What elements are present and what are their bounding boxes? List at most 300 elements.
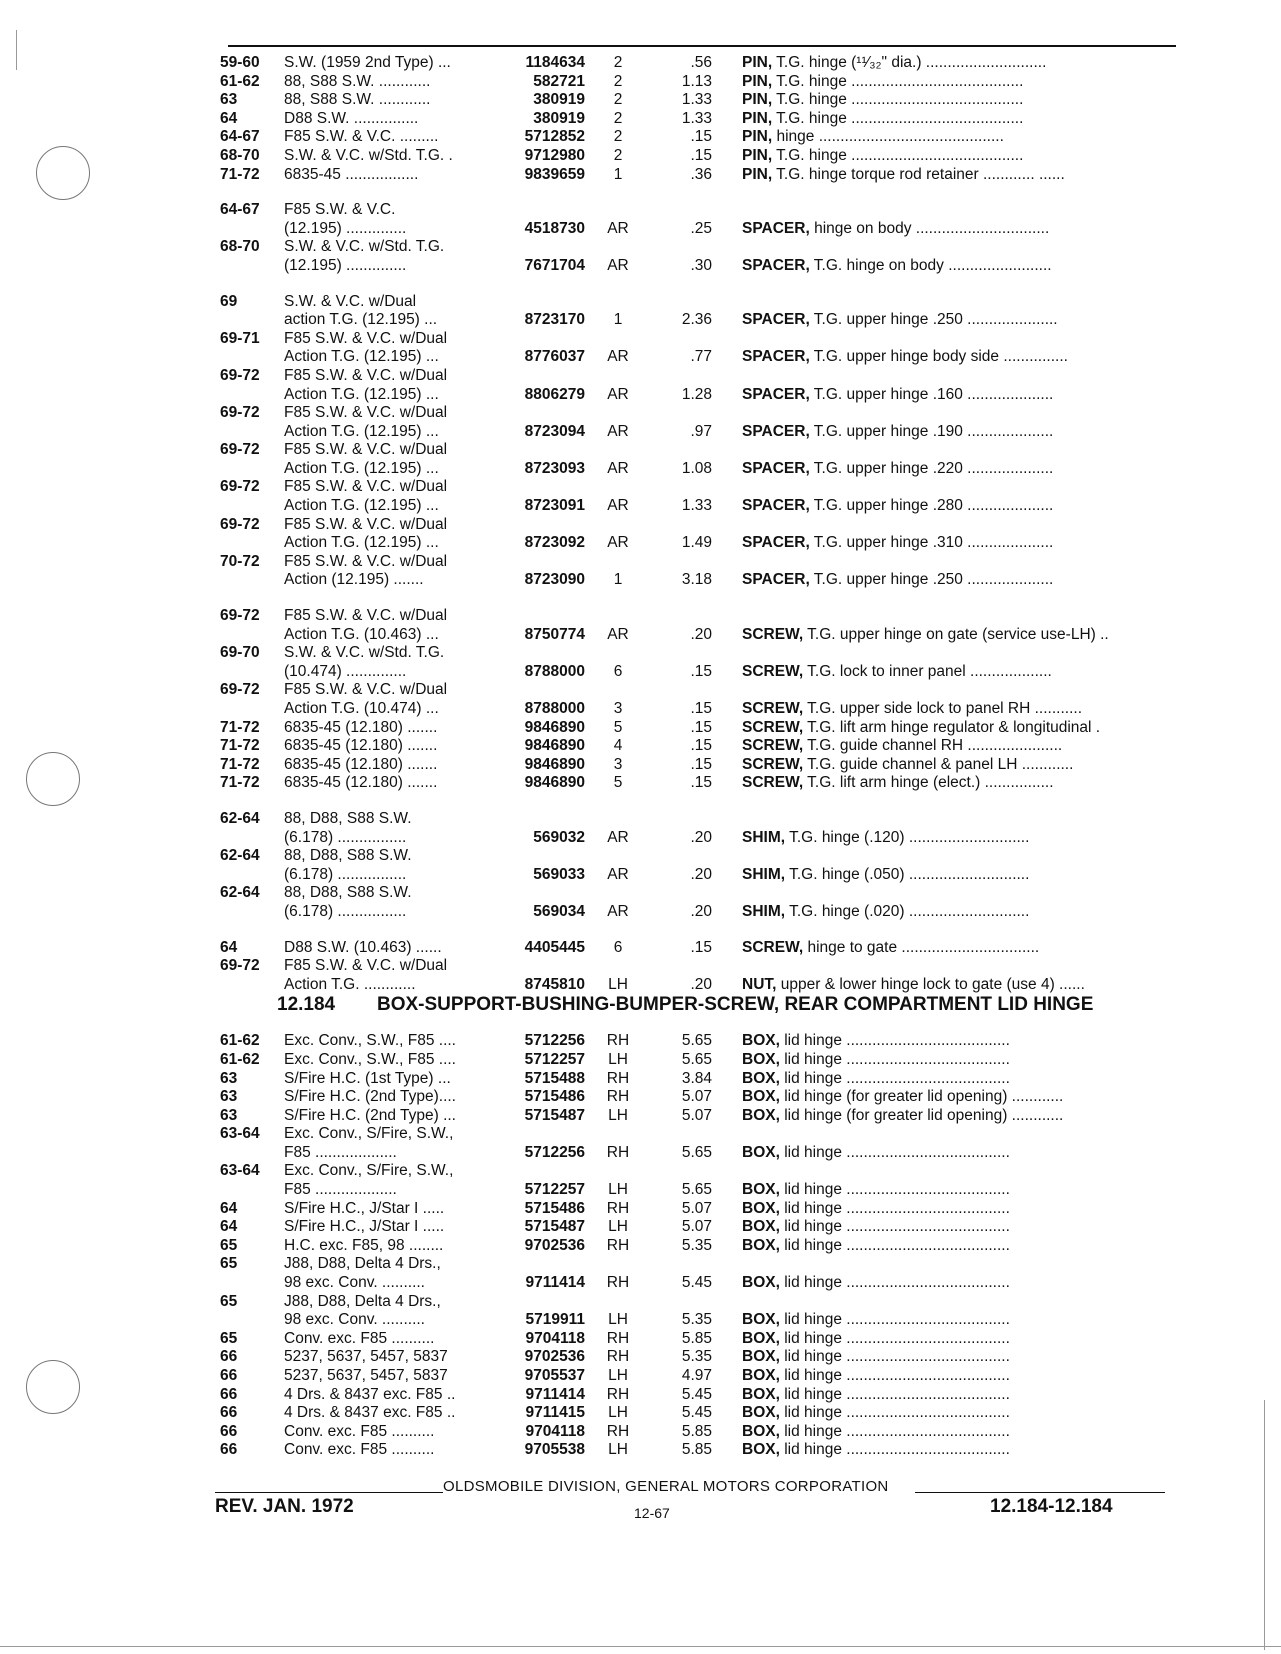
item-name: PIN,: [742, 54, 773, 71]
description-cell: [742, 110, 1180, 129]
item-name: BOX,: [742, 1181, 780, 1199]
table-row: [220, 553, 1180, 572]
item-name: PIN,: [742, 146, 773, 164]
item-name: SPACER,: [742, 219, 810, 237]
part-number-cell: 8776037: [524, 348, 585, 366]
item-detail: lid hinge ......................................: [779, 1143, 1010, 1161]
quantity-cell: RH: [606, 1199, 630, 1217]
year-cell: 71-72: [220, 718, 260, 736]
top-rule: [228, 45, 1176, 47]
table-row: [220, 1386, 1180, 1405]
year-cell: 70-72: [220, 552, 260, 570]
price-cell: .56: [690, 54, 712, 71]
description-cell: [742, 1051, 1180, 1070]
table-row: [220, 330, 1180, 349]
description-cell: [742, 311, 1180, 330]
model-cell: S.W. & V.C. w/Std. T.G.: [284, 238, 445, 256]
part-number-cell: 9704118: [525, 1329, 585, 1347]
item-detail: T.G. lift arm hinge regulator & longitudinal .: [803, 718, 1101, 736]
model-cell: action T.G. (12.195) ...: [284, 311, 438, 329]
table-row: [220, 386, 1180, 405]
year-cell: 69-70: [220, 644, 260, 662]
quantity-cell: LH: [608, 1050, 628, 1068]
model-cell: Action T.G. (10.463) ...: [284, 625, 439, 643]
item-name: SCREW,: [742, 718, 804, 736]
item-name: BOX,: [742, 1236, 780, 1254]
model-cell: S/Fire H.C. (2nd Type) ...: [284, 1106, 456, 1124]
item-name: SPACER,: [742, 534, 810, 552]
table-row: [220, 1181, 1180, 1200]
table-row: [220, 1274, 1180, 1293]
model-cell: 6835-45 (12.180) .......: [284, 755, 438, 773]
table-row: [220, 719, 1180, 738]
item-detail: T.G. upper hinge .310 ....................: [809, 534, 1054, 552]
model-cell: S.W. (1959 2nd Type) ...: [284, 54, 451, 71]
item-name: PIN,: [742, 165, 773, 183]
item-name: PIN,: [742, 128, 773, 146]
part-number-cell: 582721: [533, 72, 585, 90]
year-cell: 66: [220, 1385, 238, 1403]
part-number-cell: 569034: [533, 902, 585, 920]
footer-corporation: OLDSMOBILE DIVISION, GENERAL MOTORS CORPORATION: [443, 1478, 889, 1495]
item-name: BOX,: [742, 1106, 780, 1124]
item-detail: T.G. hinge torque rod retainer ............ ......: [772, 165, 1065, 183]
price-cell: 5.45: [681, 1404, 712, 1422]
table-row: [220, 220, 1180, 239]
table-row: [220, 884, 1180, 903]
item-name: SCREW,: [742, 737, 804, 755]
part-number-cell: 5715488: [524, 1069, 585, 1087]
description-cell: [742, 1237, 1180, 1256]
item-name: PIN,: [742, 109, 773, 127]
model-cell: J88, D88, Delta 4 Drs.,: [284, 1292, 441, 1310]
description-cell: [742, 423, 1180, 442]
model-cell: Action T.G. (12.195) ...: [284, 497, 439, 515]
table-row: [220, 866, 1180, 885]
footer-page-number: 12-67: [634, 1505, 670, 1521]
price-cell: 1.08: [681, 459, 712, 477]
description-cell: [742, 1330, 1180, 1349]
model-cell: F85 S.W. & V.C.: [284, 201, 396, 219]
part-number-cell: 5712852: [524, 128, 585, 146]
table-row: [220, 976, 1180, 995]
table-row: [220, 166, 1180, 185]
model-cell: S/Fire H.C. (1st Type) ...: [284, 1069, 451, 1087]
year-cell: 62-64: [220, 884, 260, 902]
price-cell: .20: [690, 902, 712, 920]
description-cell: [742, 460, 1180, 479]
item-detail: T.G. upper hinge on gate (service use-LH) ..: [803, 625, 1109, 643]
table-row: [220, 110, 1180, 129]
table-row: [220, 756, 1180, 775]
part-number-cell: 8723090: [524, 571, 585, 589]
item-detail: lid hinge ......................................: [779, 1385, 1010, 1403]
description-cell: [742, 829, 1180, 848]
table-row: [220, 1367, 1180, 1386]
price-cell: 3.84: [681, 1069, 712, 1087]
margin-mark: [16, 30, 17, 70]
year-cell: 69-72: [220, 957, 260, 975]
item-name: BOX,: [742, 1348, 780, 1366]
item-name: SCREW,: [742, 774, 804, 792]
price-cell: 5.07: [681, 1199, 712, 1217]
item-detail: hinge to gate ................................: [803, 938, 1040, 956]
year-cell: 69: [220, 292, 238, 310]
price-cell: 5.85: [681, 1329, 712, 1347]
item-detail: lid hinge ......................................: [779, 1236, 1010, 1254]
item-detail: lid hinge (for greater lid opening) ............: [779, 1088, 1064, 1106]
table-row: [220, 91, 1180, 110]
year-cell: 71-72: [220, 737, 260, 755]
description-cell: [742, 1367, 1180, 1386]
table-row: [220, 1107, 1180, 1126]
description-cell: [742, 571, 1180, 590]
year-cell: 71-72: [220, 165, 260, 183]
table-row: [220, 348, 1180, 367]
item-name: SCREW,: [742, 700, 804, 717]
model-cell: (12.195) ..............: [284, 256, 407, 274]
quantity-cell: AR: [607, 348, 629, 366]
footer-rule-left: [215, 1492, 443, 1493]
item-detail: T.G. upper side lock to panel RH ...........: [803, 700, 1082, 717]
item-detail: T.G. upper hinge .250 ....................: [809, 571, 1054, 589]
model-cell: Conv. exc. F85 ..........: [284, 1422, 435, 1440]
quantity-cell: 3: [613, 700, 623, 717]
year-cell: 64: [220, 938, 238, 956]
quantity-cell: AR: [607, 422, 629, 440]
year-cell: 63-64: [220, 1125, 260, 1143]
year-cell: 71-72: [220, 755, 260, 773]
item-detail: upper & lower hinge lock to gate (use 4) ......: [776, 975, 1085, 993]
description-cell: [742, 147, 1180, 166]
quantity-cell: 5: [613, 718, 623, 736]
model-cell: Action (12.195) .......: [284, 571, 424, 589]
part-number-cell: 8723093: [524, 459, 585, 477]
price-cell: .15: [690, 128, 712, 146]
model-cell: Action T.G. ............: [284, 975, 416, 993]
quantity-cell: RH: [606, 1422, 630, 1440]
item-name: NUT,: [742, 975, 777, 993]
model-cell: Conv. exc. F85 ..........: [284, 1441, 435, 1459]
year-cell: 66: [220, 1367, 238, 1384]
description-cell: [742, 719, 1180, 738]
price-cell: .15: [690, 938, 712, 956]
description-cell: [742, 1386, 1180, 1405]
item-detail: lid hinge ......................................: [779, 1218, 1010, 1236]
quantity-cell: 2: [613, 146, 623, 164]
row-spacer: [220, 276, 1180, 293]
table-row: [220, 1070, 1180, 1089]
description-cell: [742, 1107, 1180, 1126]
part-number-cell: 569032: [533, 828, 585, 846]
item-detail: lid hinge ......................................: [779, 1274, 1010, 1292]
model-cell: F85 S.W. & V.C. w/Dual: [284, 607, 448, 625]
description-cell: [742, 626, 1180, 645]
price-cell: 5.65: [681, 1032, 712, 1050]
year-cell: 63: [220, 1069, 238, 1087]
table-row: [220, 128, 1180, 147]
part-number-cell: 8788000: [524, 662, 585, 680]
quantity-cell: LH: [608, 1106, 628, 1124]
model-cell: 98 exc. Conv. ..........: [284, 1274, 425, 1292]
year-cell: 64: [220, 109, 238, 127]
item-detail: T.G. hinge (.050) ............................: [785, 865, 1030, 883]
model-cell: Action T.G. (12.195) ...: [284, 534, 439, 552]
year-cell: 63: [220, 1088, 238, 1106]
model-cell: D88 S.W. ...............: [284, 109, 419, 127]
table-row: [220, 810, 1180, 829]
quantity-cell: 5: [613, 774, 623, 792]
price-cell: 1.33: [681, 109, 712, 127]
part-number-cell: 9846890: [524, 755, 585, 773]
price-cell: 1.13: [681, 72, 712, 90]
item-name: SCREW,: [742, 662, 804, 680]
year-cell: 66: [220, 1348, 238, 1366]
price-cell: 3.18: [681, 571, 712, 589]
part-number-cell: 8806279: [524, 385, 585, 403]
quantity-cell: 1: [613, 165, 623, 183]
item-detail: T.G. hinge on body ........................: [809, 256, 1052, 274]
price-cell: 4.97: [681, 1367, 712, 1384]
model-cell: (6.178) ................: [284, 828, 407, 846]
table-row: [220, 293, 1180, 312]
quantity-cell: AR: [607, 459, 629, 477]
item-detail: T.G. guide channel & panel LH ............: [803, 755, 1074, 773]
description-cell: [742, 1404, 1180, 1423]
item-name: BOX,: [742, 1329, 780, 1347]
model-cell: S/Fire H.C., J/Star I .....: [284, 1218, 445, 1236]
item-detail: T.G. upper hinge .190 ....................: [809, 422, 1054, 440]
price-cell: 5.45: [681, 1274, 712, 1292]
item-detail: T.G. upper hinge .220 ....................: [809, 459, 1054, 477]
table-row: [220, 681, 1180, 700]
price-cell: .15: [690, 662, 712, 680]
price-cell: .36: [690, 165, 712, 183]
table-row: [220, 1218, 1180, 1237]
part-number-cell: 9711414: [525, 1385, 585, 1403]
part-number-cell: 5715486: [524, 1088, 585, 1106]
item-detail: T.G. upper hinge body side ...............: [809, 348, 1068, 366]
item-detail: lid hinge ......................................: [779, 1329, 1010, 1347]
model-cell: 88, S88 S.W. ............: [284, 72, 431, 90]
parts-table-box: [220, 1032, 1180, 1460]
description-cell: [742, 1311, 1180, 1330]
year-cell: 64-67: [220, 128, 260, 146]
year-cell: 63: [220, 1106, 238, 1124]
table-row: [220, 700, 1180, 719]
price-cell: .15: [690, 718, 712, 736]
table-row: [220, 257, 1180, 276]
item-name: SPACER,: [742, 311, 810, 329]
year-cell: 66: [220, 1441, 238, 1459]
year-cell: 65: [220, 1255, 238, 1273]
description-cell: [742, 1032, 1180, 1051]
description-cell: [742, 737, 1180, 756]
year-cell: 69-72: [220, 478, 260, 496]
section-title: BOX-SUPPORT-BUSHING-BUMPER-SCREW, REAR COMPARTMENT LID HINGE: [377, 994, 1094, 1016]
model-cell: H.C. exc. F85, 98 ........: [284, 1236, 444, 1254]
table-row: [220, 1348, 1180, 1367]
quantity-cell: RH: [606, 1385, 630, 1403]
table-row: [220, 1404, 1180, 1423]
quantity-cell: RH: [606, 1274, 630, 1292]
model-cell: F85 S.W. & V.C. w/Dual: [284, 404, 448, 422]
price-cell: .77: [690, 348, 712, 366]
row-spacer: [220, 590, 1180, 607]
footer-rule-right: [915, 1492, 1165, 1493]
footer-reference: 12.184-12.184: [990, 1496, 1113, 1517]
price-cell: .20: [690, 828, 712, 846]
part-number-cell: 1184634: [525, 54, 585, 71]
part-number-cell: 5719911: [525, 1311, 585, 1329]
item-name: SPACER,: [742, 348, 810, 366]
price-cell: 5.45: [681, 1385, 712, 1403]
item-name: SCREW,: [742, 755, 804, 773]
quantity-cell: 2: [613, 54, 623, 71]
table-row: [220, 423, 1180, 442]
description-cell: [742, 1144, 1180, 1163]
description-cell: [742, 348, 1180, 367]
item-detail: T.G. upper hinge .160 ....................: [809, 385, 1054, 403]
item-name: BOX,: [742, 1441, 780, 1459]
quantity-cell: AR: [607, 625, 629, 643]
item-detail: T.G. hinge ........................................: [772, 72, 1024, 90]
description-cell: [742, 54, 1180, 73]
year-cell: 61-62: [220, 72, 260, 90]
parts-list: [220, 54, 1180, 1460]
table-row: [220, 1032, 1180, 1051]
table-row: [220, 311, 1180, 330]
item-detail: lid hinge ......................................: [779, 1367, 1010, 1384]
part-number-cell: 9846890: [524, 718, 585, 736]
quantity-cell: LH: [608, 1441, 628, 1459]
quantity-cell: AR: [607, 497, 629, 515]
item-detail: T.G. guide channel RH ......................: [803, 737, 1063, 755]
item-name: SPACER,: [742, 256, 810, 274]
model-cell: F85 S.W. & V.C. .........: [284, 128, 439, 146]
item-detail: lid hinge ......................................: [779, 1069, 1010, 1087]
model-cell: 88, D88, S88 S.W.: [284, 809, 412, 827]
item-detail: lid hinge ......................................: [779, 1404, 1010, 1422]
part-number-cell: 9711415: [525, 1404, 585, 1422]
year-cell: 64: [220, 1218, 238, 1236]
description-cell: [742, 700, 1180, 719]
item-name: BOX,: [742, 1032, 780, 1050]
quantity-cell: RH: [606, 1348, 630, 1366]
year-cell: 65: [220, 1329, 238, 1347]
price-cell: 5.85: [681, 1422, 712, 1440]
price-cell: 5.65: [681, 1181, 712, 1199]
quantity-cell: LH: [608, 1404, 628, 1422]
table-row: [220, 1330, 1180, 1349]
description-cell: [742, 663, 1180, 682]
description-cell: [742, 1181, 1180, 1200]
year-cell: 69-72: [220, 441, 260, 459]
item-name: BOX,: [742, 1199, 780, 1217]
table-row: [220, 737, 1180, 756]
table-row: [220, 607, 1180, 626]
model-cell: F85 S.W. & V.C. w/Dual: [284, 681, 448, 699]
price-cell: .15: [690, 774, 712, 792]
part-number-cell: 8723092: [524, 534, 585, 552]
description-cell: [742, 386, 1180, 405]
quantity-cell: LH: [608, 975, 628, 993]
quantity-cell: AR: [607, 219, 629, 237]
quantity-cell: AR: [607, 902, 629, 920]
model-cell: (6.178) ................: [284, 902, 407, 920]
model-cell: S.W. & V.C. w/Std. T.G.: [284, 644, 445, 662]
part-number-cell: 380919: [533, 91, 585, 109]
table-row: [220, 1441, 1180, 1460]
table-row: [220, 1293, 1180, 1312]
price-cell: .15: [690, 737, 712, 755]
quantity-cell: AR: [607, 534, 629, 552]
description-cell: [742, 128, 1180, 147]
table-row: [220, 238, 1180, 257]
model-cell: Exc. Conv., S.W., F85 ....: [284, 1032, 456, 1050]
price-cell: .20: [690, 975, 712, 993]
year-cell: 69-72: [220, 515, 260, 533]
year-cell: 69-72: [220, 366, 260, 384]
year-cell: 59-60: [220, 54, 260, 71]
table-row: [220, 201, 1180, 220]
table-row: [220, 1200, 1180, 1219]
model-cell: F85 S.W. & V.C. w/Dual: [284, 366, 448, 384]
description-cell: [742, 1088, 1180, 1107]
model-cell: 5237, 5637, 5457, 5837: [284, 1367, 448, 1384]
quantity-cell: AR: [607, 865, 629, 883]
table-row: [220, 774, 1180, 793]
row-spacer: [220, 184, 1180, 201]
item-detail: hinge ...........................................: [772, 128, 1004, 146]
model-cell: Action T.G. (10.474) ...: [284, 700, 439, 717]
price-cell: 1.33: [681, 497, 712, 515]
year-cell: 65: [220, 1292, 238, 1310]
item-name: BOX,: [742, 1385, 780, 1403]
table-row: [220, 1255, 1180, 1274]
item-name: BOX,: [742, 1050, 780, 1068]
model-cell: 6835-45 (12.180) .......: [284, 737, 438, 755]
description-cell: [742, 1441, 1180, 1460]
row-spacer: [220, 793, 1180, 810]
part-number-cell: 5715487: [524, 1218, 585, 1236]
table-row: [220, 1423, 1180, 1442]
quantity-cell: 1: [613, 311, 623, 329]
part-number-cell: 7671704: [524, 256, 585, 274]
model-cell: S.W. & V.C. w/Dual: [284, 292, 417, 310]
price-cell: 5.35: [681, 1348, 712, 1366]
item-detail: T.G. hinge (.020) ............................: [785, 902, 1030, 920]
item-detail: lid hinge (for greater lid opening) ............: [779, 1106, 1064, 1124]
table-row: [220, 1237, 1180, 1256]
year-cell: 66: [220, 1404, 238, 1422]
table-row: [220, 644, 1180, 663]
table-row: [220, 903, 1180, 922]
binder-hole-icon: [26, 1360, 80, 1414]
year-cell: 63: [220, 91, 238, 109]
table-row: [220, 847, 1180, 866]
table-row: [220, 1088, 1180, 1107]
description-cell: [742, 91, 1180, 110]
model-cell: 6835-45 (12.180) .......: [284, 718, 438, 736]
model-cell: Action T.G. (12.195) ...: [284, 422, 439, 440]
part-number-cell: 8788000: [524, 700, 585, 717]
table-row: [220, 663, 1180, 682]
quantity-cell: RH: [606, 1069, 630, 1087]
quantity-cell: LH: [608, 1218, 628, 1236]
item-detail: T.G. hinge ........................................: [772, 91, 1024, 109]
model-cell: Action T.G. (12.195) ...: [284, 385, 439, 403]
